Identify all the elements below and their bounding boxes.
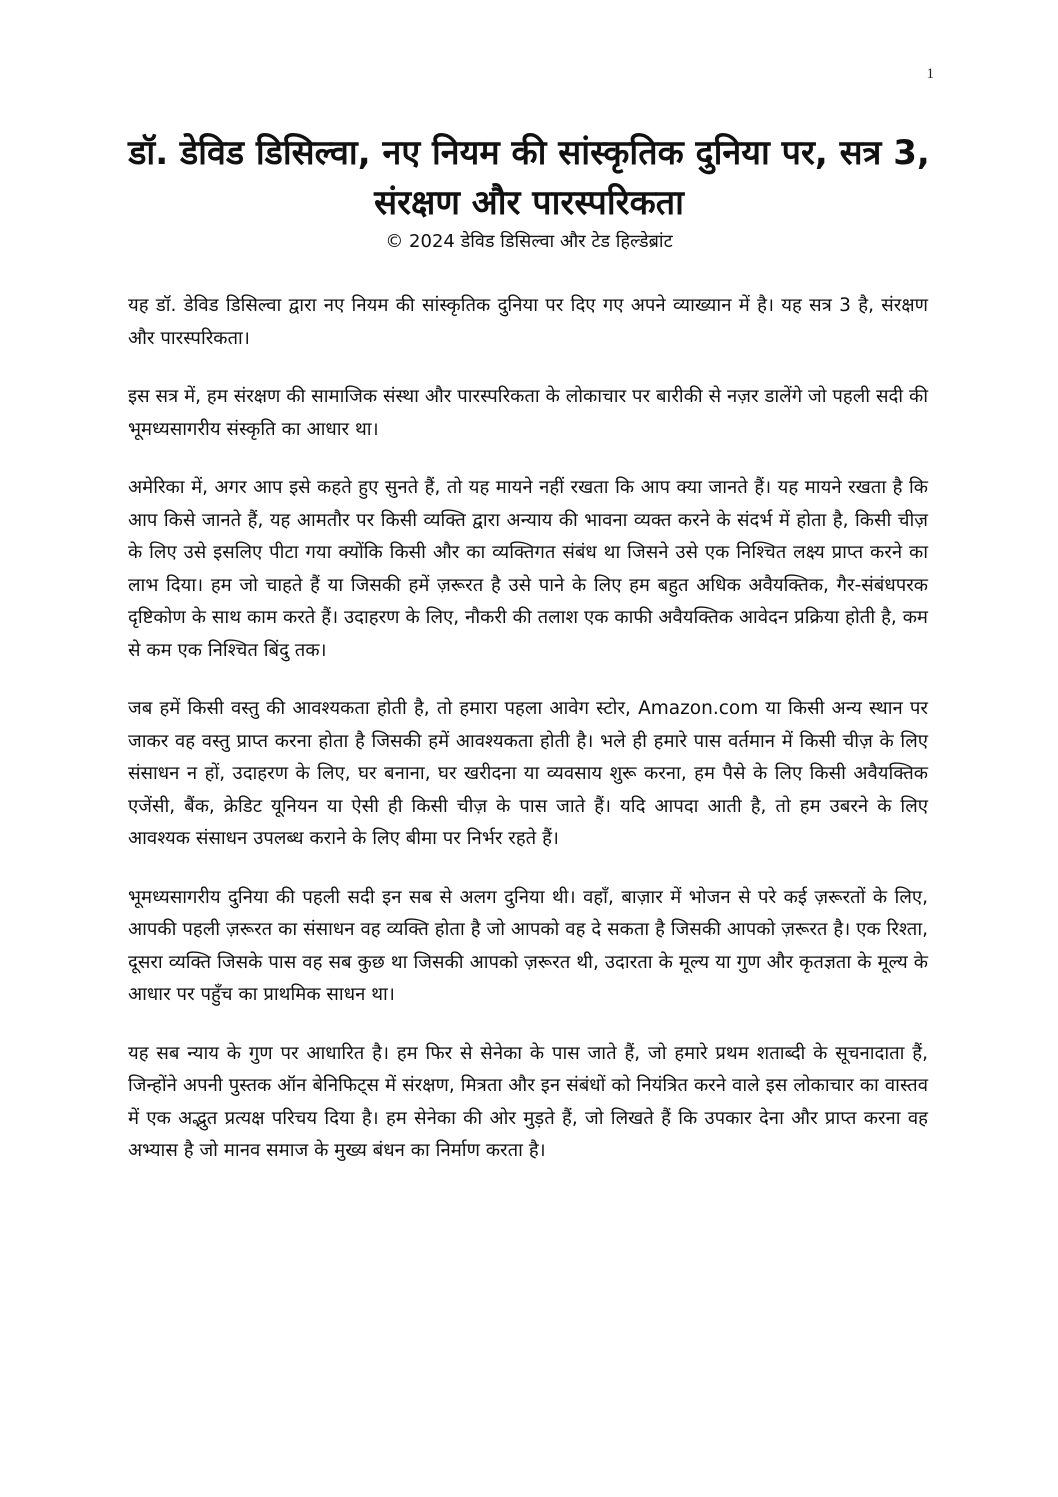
title-block — [110, 128, 948, 254]
page-number: 1 — [926, 66, 934, 82]
paragraph-5: भूमध्यसागरीय दुनिया की पहली सदी इन सब से अलग दुनिया थी। वहाँ, बाज़ार में भोजन से परे कई ज़रूरतों के लिए, आपकी पहली ज़रूरत का संसाधन वह व्यक्ति होता है जो आपको वह दे सकता है जिसकी आपको ज़रूरत है। एक रिश्ता, दूसरा व्यक्ति जिसके पास वह सब कुछ था जिसकी आपको ज़रूरत थी, उदारता के मूल्य या गुण और कृतज्ञता के मूल्य के आधार पर पहुँच का प्राथमिक साधन था। — [128, 886, 928, 1005]
paragraph-1: यह डॉ. डेविड डिसिल्वा द्वारा नए नियम की सांस्कृतिक दुनिया पर दिए गए अपने व्याख्यान में है। यह सत्र 3 है, संरक्षण और पारस्परिकता। — [128, 295, 928, 349]
paragraph-4: जब हमें किसी वस्तु की आवश्यकता होती है, तो हमारा पहला आवेग स्टोर, Amazon.com या किसी अन्य स्थान पर जाकर वह वस्तु प्राप्त करना होता है जिसकी हमें आवश्यकता होती है। भले ही हमारे पास वर्तमान में किसी चीज़ के लिए संसाधन न हों, उदाहरण के लिए, घर बनाना, घर खरीदना या व्यवसाय शुरू करना, हम पैसे के लिए किसी अवैयक्तिक एजेंसी, बैंक, क्रेडिट यूनियन या ऐसी ही किसी चीज़ के पास जाते हैं। यदि आपदा आती है, तो हम उबरने के लिए आवश्यक संसाधन उपलब्ध कराने के लिए बीमा पर निर्भर रहते हैं। — [128, 698, 928, 849]
copyright-line: © 2024 डेविड डिसिल्वा और टेड हिल्डेब्रांट — [385, 231, 673, 252]
paragraph-3: अमेरिका में, अगर आप इसे कहते हुए सुनते हैं, तो यह मायने नहीं रखता कि आप क्या जानते हैं। यह मायने रखता है कि आप किसे जानते हैं, यह आमतौर पर किसी व्यक्ति द्वारा अन्याय की भावना व्यक्त करने के संदर्भ में होता है, किसी चीज़ के लिए उसे इसलिए पीटा गया क्योंकि किसी और का व्यक्तिगत संबंध था जिसने उसे एक निश्चित लक्ष्य प्राप्त करने का लाभ दिया। हम जो चाहते हैं या जिसकी हमें ज़रूरत है उसे पाने के लिए हम बहुत अधिक अवैयक्तिक, गैर-संबंधपरक दृष्टिकोण के साथ काम करते हैं। उदाहरण के लिए, नौकरी की तलाश एक काफी अवैयक्तिक आवेदन प्रक्रिया होती है, कम से कम एक निश्चित बिंदु तक। — [128, 477, 928, 661]
document-title: डॉ. डेविड डिसिल्वा, नए नियम की सांस्कृतिक दुनिया पर, सत्र 3, संरक्षण और पारस्परिकता — [128, 133, 930, 223]
paragraph-6: यह सब न्याय के गुण पर आधारित है। हम फिर से सेनेका के पास जाते हैं, जो हमारे प्रथम शताब्दी के सूचनादाता हैं, जिन्होंने अपनी पुस्तक ऑन बेनिफिट्स में संरक्षण, मित्रता और इन संबंधों को नियंत्रित करने वाले इस लोकाचार का वास्तव में एक अद्भुत प्रत्यक्ष परिचय दिया है। हम सेनेका की ओर मुड़ते हैं, जो लिखते हैं कि उपकार देना और प्राप्त करना वह अभ्यास है जो मानव समाज के मुख्य बंधन का निर्माण करता है। — [128, 1042, 928, 1161]
document-body — [128, 290, 928, 1194]
paragraph-2: इस सत्र में, हम संरक्षण की सामाजिक संस्था और पारस्परिकता के लोकाचार पर बारीकी से नज़र डालेंगे जो पहली सदी की भूमध्यसागरीय संस्कृति का आधार था। — [128, 386, 928, 440]
